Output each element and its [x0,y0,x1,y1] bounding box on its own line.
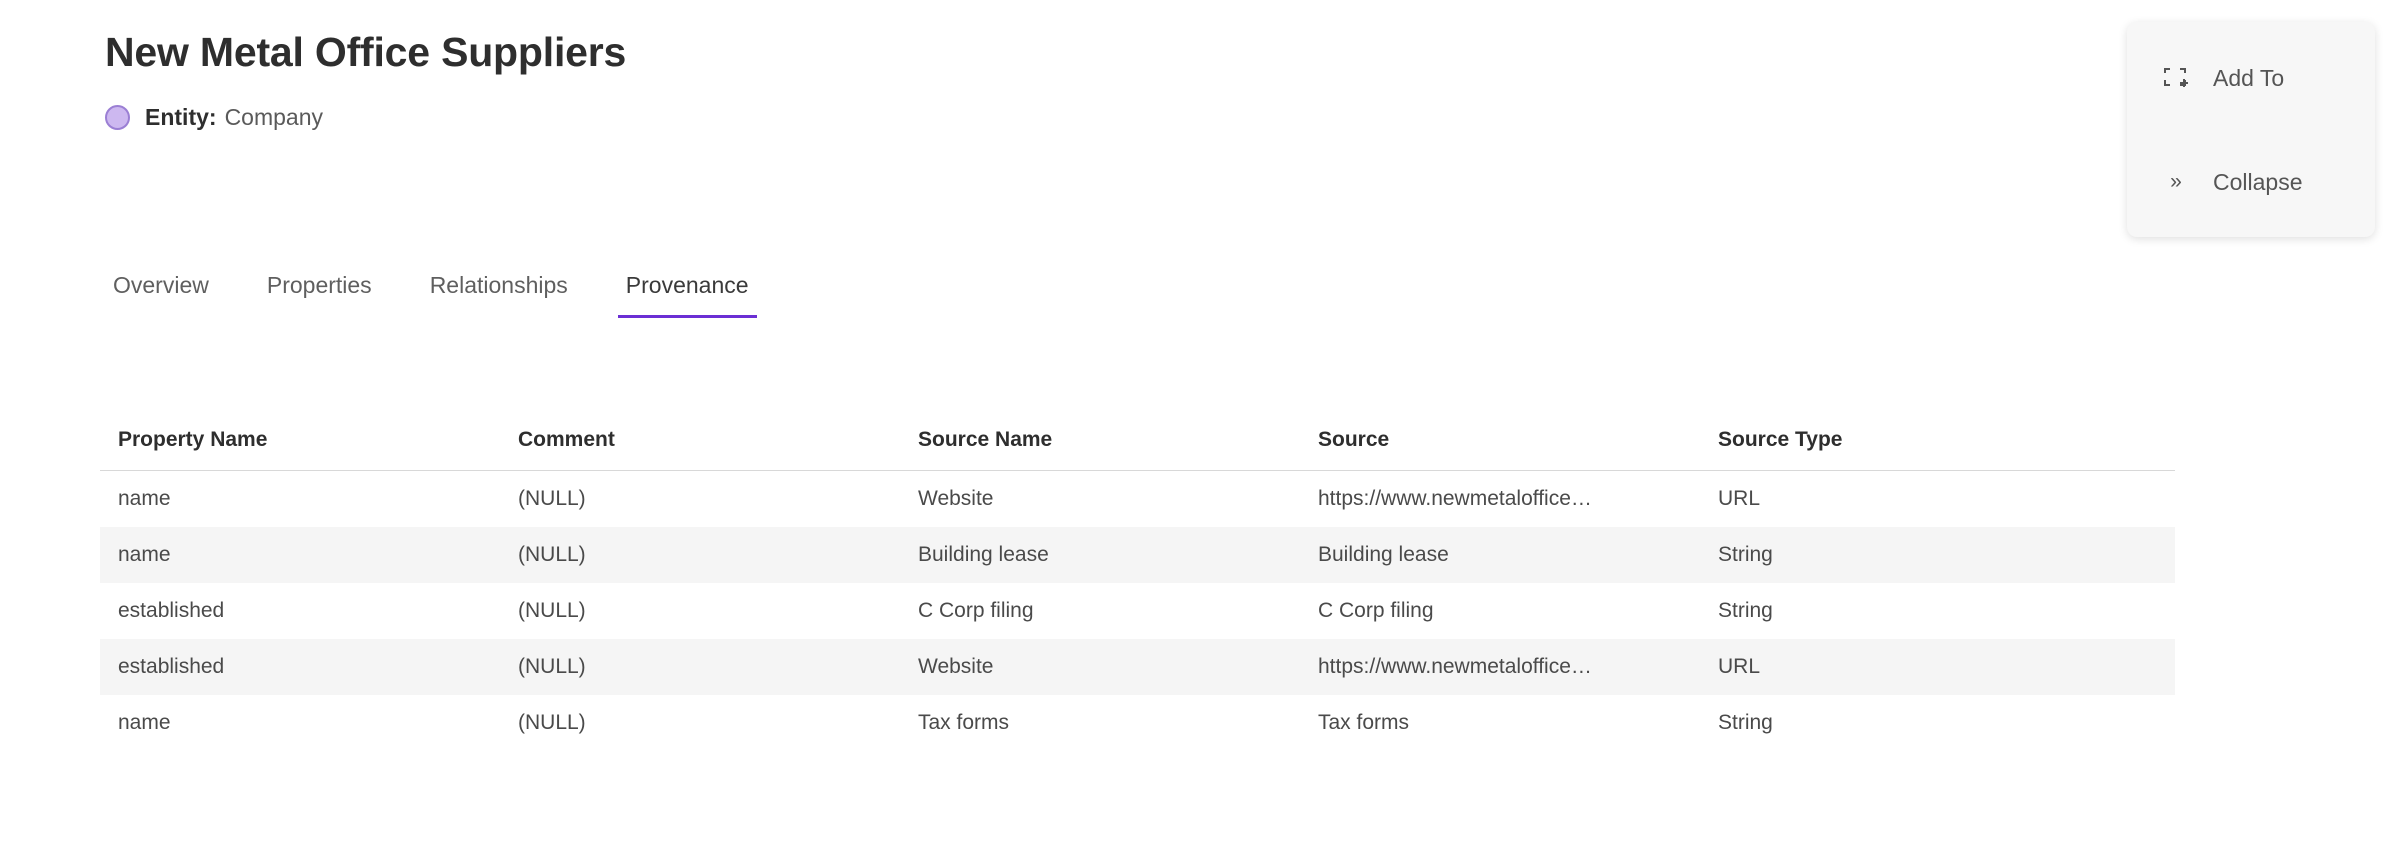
column-header-source-type[interactable]: Source Type [1700,428,2175,471]
cell-property-name: established [118,655,225,678]
table-body [100,471,2175,752]
cell-source-name: Tax forms [918,711,1010,734]
cell-comment: (NULL) [518,655,586,678]
table-row[interactable] [100,471,2175,528]
cell-source: https://www.newmetaloffice… [1318,655,1592,678]
cell-source: https://www.newmetaloffice… [1318,487,1592,510]
cell-comment: (NULL) [518,711,586,734]
collapse-label: Collapse [2213,168,2303,195]
cell-property-name: name [118,487,171,510]
entity-label: Entity: [145,104,217,131]
provenance-table [100,428,2175,751]
column-header-source-name[interactable]: Source Name [900,428,1300,471]
table-row[interactable] [100,583,2175,639]
cell-source: Tax forms [1318,711,1410,734]
table-row[interactable] [100,639,2175,695]
collapse-button[interactable] [2127,152,2375,212]
cell-property-name: established [118,599,225,622]
column-header-comment[interactable]: Comment [500,428,900,471]
tab-provenance[interactable]: Provenance [618,272,757,318]
chevron-double-right-icon: » [2170,170,2180,193]
cell-source-type: String [1718,543,1773,566]
table-header [100,428,2175,471]
cell-source-type: URL [1718,655,1761,678]
table-row[interactable] [100,527,2175,583]
cell-source: C Corp filing [1318,599,1434,622]
cell-property-name: name [118,711,171,734]
add-to-button[interactable] [2127,48,2375,108]
cell-source-type: String [1718,711,1773,734]
cell-property-name: name [118,543,171,566]
cell-comment: (NULL) [518,543,586,566]
cell-source-name: C Corp filing [918,599,1034,622]
cell-source-name: Website [918,655,994,678]
cell-source-name: Building lease [918,543,1049,566]
tab-bar [105,272,799,318]
page-title: New Metal Office Suppliers [105,29,627,75]
add-to-icon [2159,62,2191,94]
cell-source-type: String [1718,599,1773,622]
tab-relationships[interactable]: Relationships [429,272,568,298]
entity-type-line [105,104,1905,131]
provenance-table-container [100,428,2175,751]
cell-comment: (NULL) [518,599,586,622]
table-header-row [100,428,2175,471]
side-action-panel [2127,22,2375,237]
add-to-label: Add To [2213,64,2285,91]
column-header-source[interactable]: Source [1300,428,1700,471]
page-header [105,28,1905,131]
entity-value: Company [224,104,323,131]
entity-type-dot-icon [105,105,130,130]
column-header-property-name[interactable]: Property Name [100,428,500,471]
table-row[interactable] [100,695,2175,751]
cell-comment: (NULL) [518,487,586,510]
tab-overview[interactable]: Overview [113,272,209,298]
tab-properties[interactable]: Properties [266,272,372,298]
cell-source: Building lease [1318,543,1449,566]
cell-source-name: Website [918,487,994,510]
cell-source-type: URL [1718,487,1761,510]
